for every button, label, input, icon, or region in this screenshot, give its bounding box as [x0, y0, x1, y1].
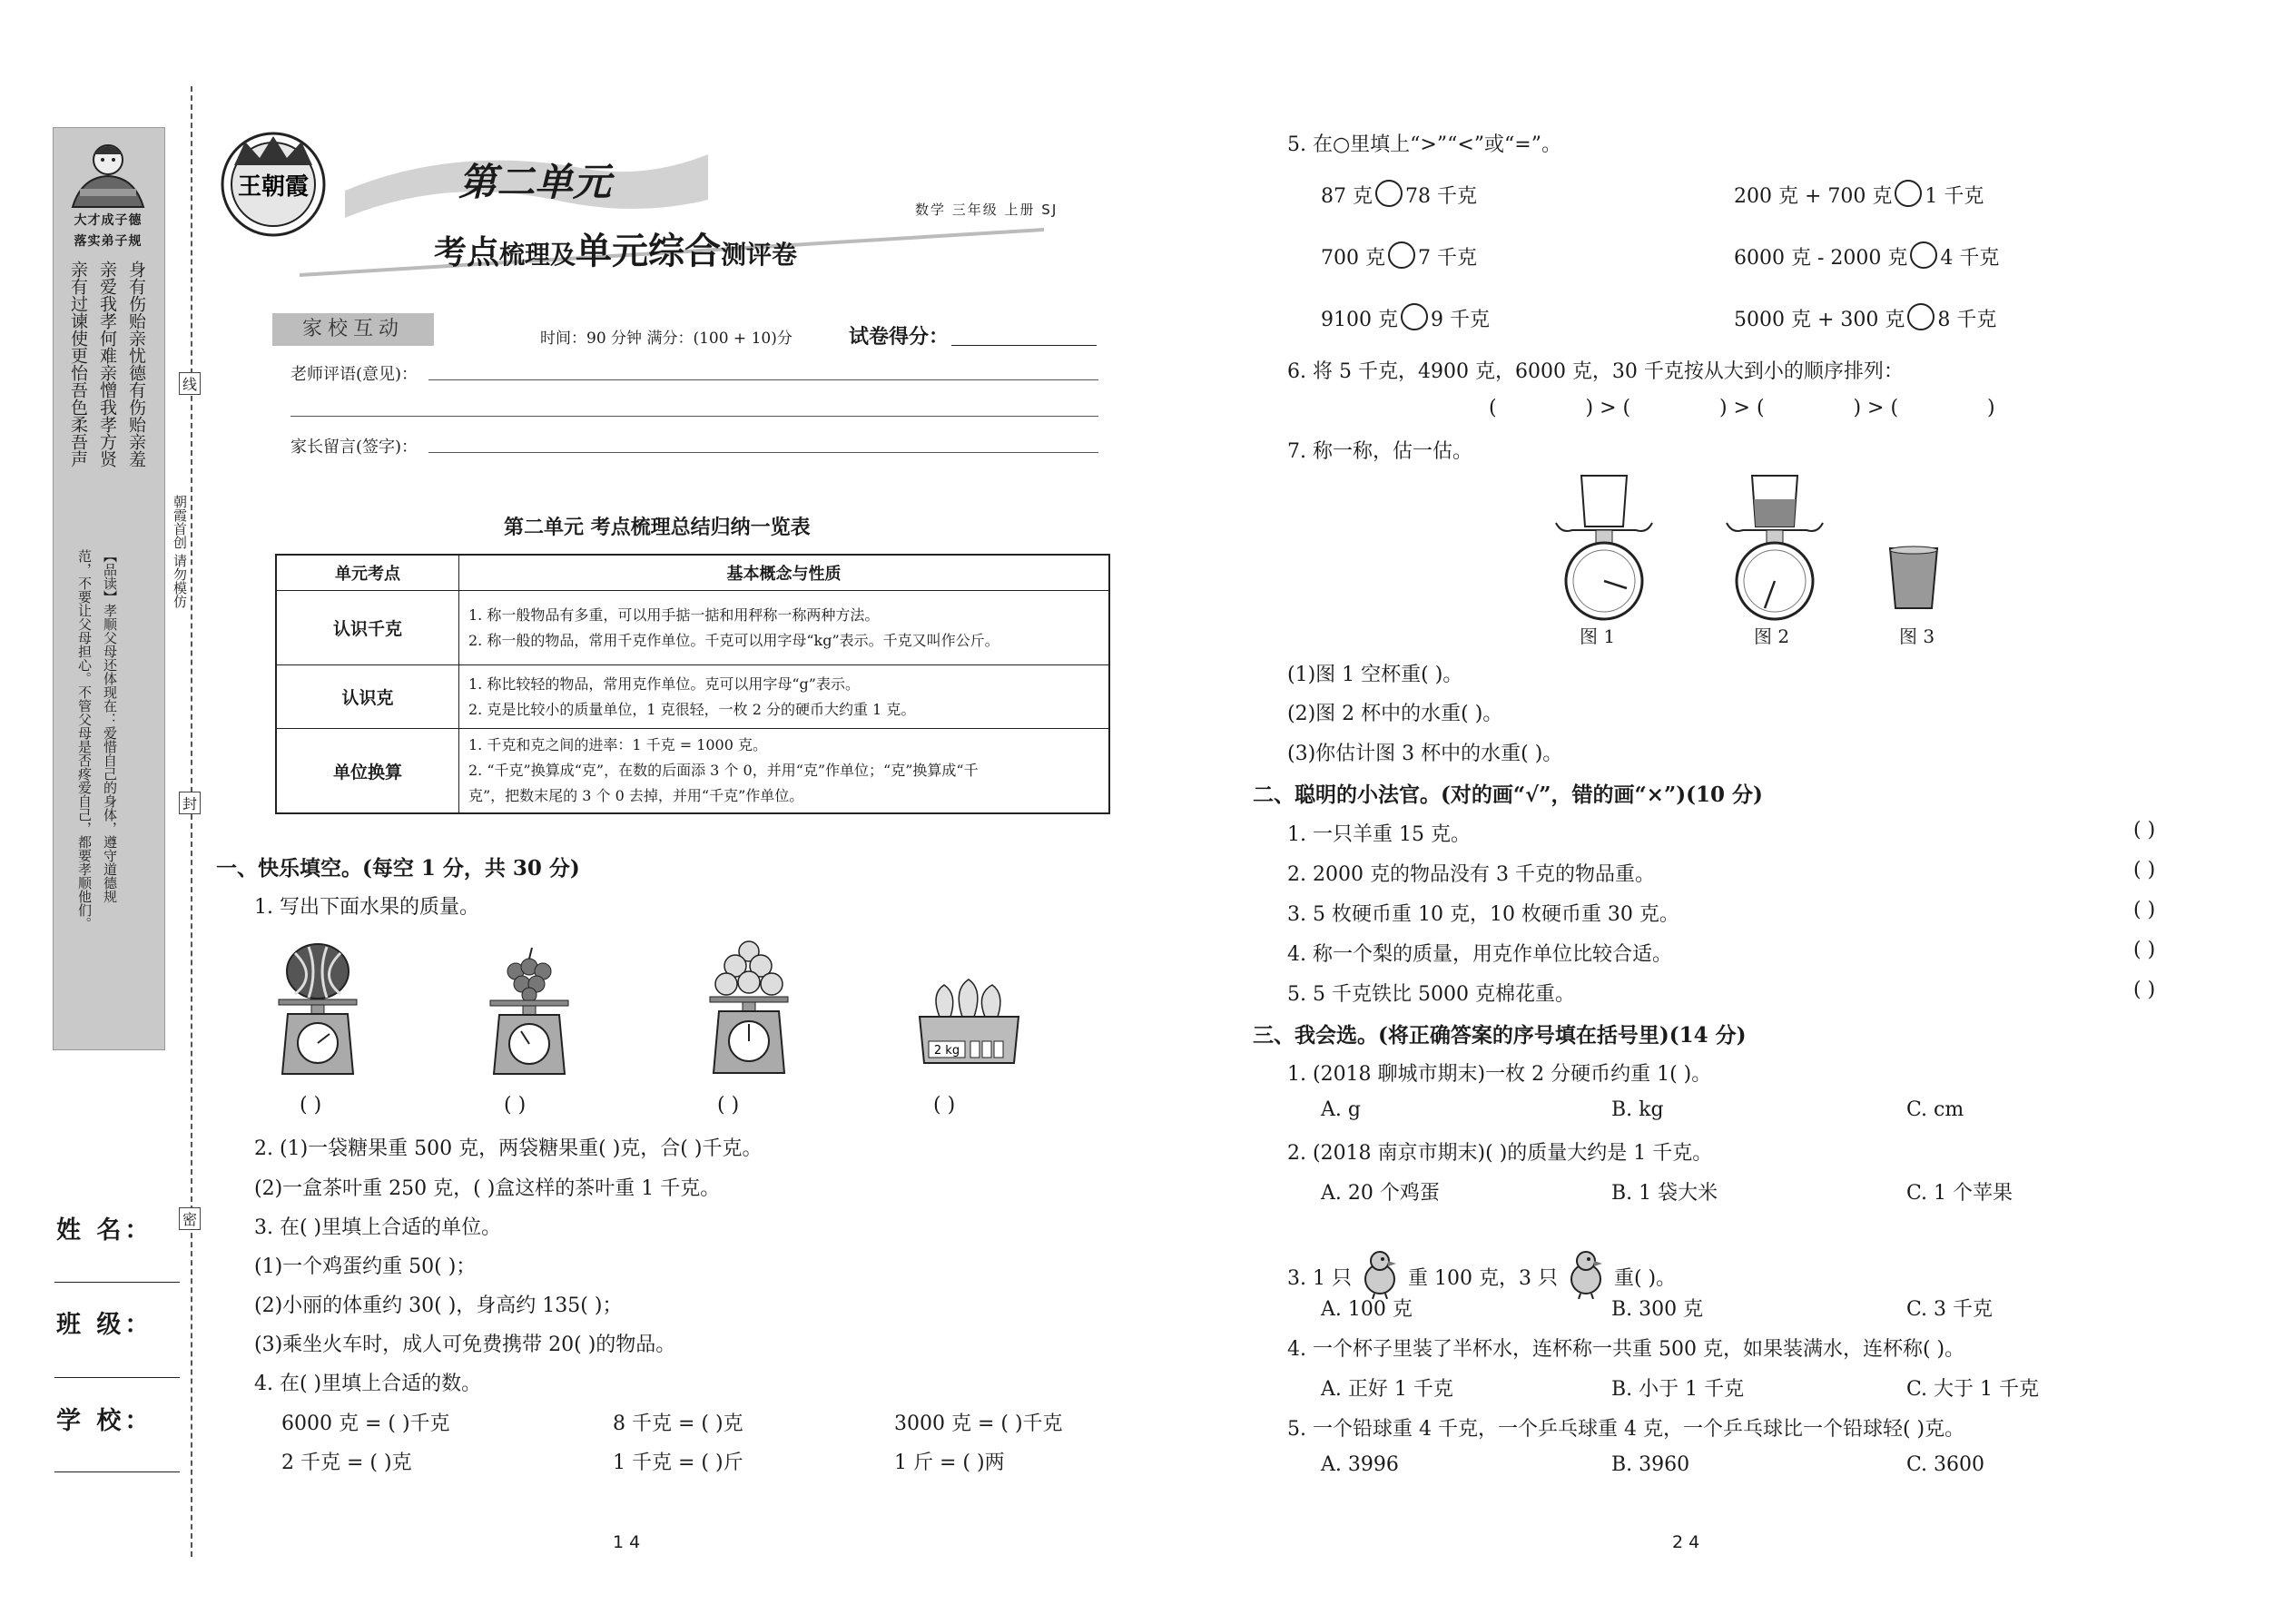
- compare-left: 6000 克 - 2000 克: [1734, 247, 1908, 270]
- question-7: 7. 称一称，估一估。: [1287, 440, 1472, 463]
- question-7b: (2)图 2 杯中的水重( )。: [1287, 703, 1503, 725]
- summary-table: [275, 554, 1110, 814]
- choice-question-part: 重( )。: [1613, 1267, 1677, 1290]
- compare-left: 5000 克 + 300 克: [1734, 309, 1905, 331]
- poem-column: 亲有过谏使更怡吾色柔吾声: [68, 261, 88, 468]
- fold-mark: 线: [179, 372, 201, 395]
- choice-option[interactable]: A. g: [1321, 1098, 1361, 1121]
- column-header: 基本概念与性质: [459, 555, 1110, 591]
- name-field[interactable]: [54, 1282, 180, 1283]
- desc-line: 克”，把数末尾的 3 个 0 去掉，并用“千克”作单位。: [468, 787, 804, 804]
- logo-text: 王朝霞: [237, 173, 310, 201]
- question-5: 5. 在○里填上“>”“<”或“=”。: [1287, 133, 1561, 156]
- choice-question: 1. (2018 聊城市期末)一枚 2 分硬币约重 1( )。: [1287, 1063, 1712, 1086]
- section-1-heading: 一、快乐填空。(每空 1 分，共 30 分): [216, 856, 580, 881]
- sub-title: [434, 222, 797, 274]
- desc-cell: [459, 665, 1110, 729]
- chick-icon: [1358, 1248, 1402, 1299]
- cup-icon: [1886, 545, 1941, 610]
- choice-option[interactable]: A. 3996: [1321, 1453, 1399, 1476]
- section-2-heading: 二、聪明的小法官。(对的画“√”，错的画“×”)(10 分): [1253, 782, 1763, 807]
- poem-column: 身有伤贻亲忧德有伤贻亲羞: [126, 261, 146, 468]
- peaches-scale-icon: [708, 935, 790, 1076]
- table-header-row: [276, 555, 1109, 591]
- fold-note: [171, 495, 189, 608]
- compare-left: 700 克: [1321, 247, 1385, 270]
- topic-cell: 认识千克: [276, 591, 459, 665]
- judge-blank[interactable]: ( ): [2133, 979, 2156, 1001]
- figure-label: 图 1: [1580, 625, 1616, 647]
- choice-question: [1287, 1248, 1676, 1299]
- fold-mark: 封: [179, 792, 201, 814]
- desc-line: 1. 称一般物品有多重，可以用手掂一掂和用秤称一称两种方法。: [468, 605, 880, 624]
- choice-option[interactable]: B. 3960: [1611, 1453, 1690, 1476]
- motto-line-2: 落实弟子规: [74, 234, 143, 249]
- table-row: [276, 665, 1109, 729]
- page-number-right: 2 4: [1672, 1532, 1700, 1552]
- fold-note-line: 朝霞首创: [172, 495, 188, 549]
- choice-option[interactable]: A. 正好 1 千克: [1321, 1378, 1453, 1401]
- compare-circle[interactable]: [1388, 241, 1415, 269]
- scale-label: 2 kg: [933, 1044, 960, 1058]
- scale-water-cup-icon: [1723, 472, 1827, 622]
- compare-item: [1321, 303, 1490, 332]
- order-answer-line[interactable]: ( ) > ( ) > ( ) > ( ): [1489, 397, 1995, 419]
- pears-scale-icon: [912, 967, 1026, 1067]
- school-field[interactable]: [54, 1471, 180, 1472]
- choice-option[interactable]: A. 20 个鸡蛋: [1321, 1182, 1440, 1205]
- compare-right: 8 千克: [1937, 309, 1997, 331]
- choice-option[interactable]: C. 3 千克: [1906, 1298, 1994, 1321]
- parent-comment-label: 家长留言(签字)：: [290, 438, 418, 457]
- motto-line-1: 大才成子德: [74, 213, 143, 228]
- judge-item: 1. 一只羊重 15 克。: [1287, 823, 1471, 846]
- conversion-item: 1 千克 = ( )斤: [613, 1452, 743, 1474]
- choice-question-part: 3. 1 只: [1287, 1267, 1352, 1290]
- sub-title-part: 梳理及: [499, 240, 576, 270]
- question-4: 4. 在( )里填上合适的数。: [254, 1373, 482, 1395]
- grapes-scale-icon: [488, 944, 570, 1076]
- compare-circle[interactable]: [1895, 180, 1922, 207]
- fold-note-line: 请勿模仿: [172, 553, 188, 608]
- judge-blank[interactable]: ( ): [2133, 819, 2156, 842]
- pindu-text: 【品读】孝顺父母还体现在：爱惜自己的身体，遵守道德规: [102, 549, 118, 903]
- choice-option[interactable]: C. 3600: [1906, 1453, 1985, 1476]
- parent-comment-field[interactable]: [428, 452, 1098, 453]
- table-row: [276, 591, 1109, 665]
- sub-title-part: 考点: [434, 233, 500, 271]
- answer-blank[interactable]: ( ): [933, 1094, 956, 1117]
- compare-circle[interactable]: [1907, 303, 1935, 330]
- desc-line: 2. 克是比较小的质量单位，1 克很轻，一枚 2 分的硬币大约重 1 克。: [468, 700, 916, 718]
- conversion-item: 2 千克 = ( )克: [281, 1452, 412, 1474]
- compare-right: 7 千克: [1418, 247, 1477, 270]
- judge-item: 5. 5 千克铁比 5000 克棉花重。: [1287, 983, 1575, 1006]
- grade-tagline: 数学 三年级 上册 SJ: [915, 202, 1058, 218]
- conversion-item: 8 千克 = ( )克: [613, 1412, 743, 1435]
- time-score-info: 时间：90 分钟 满分：(100 + 10)分: [540, 330, 793, 348]
- choice-question: 4. 一个杯子里装了半杯水，连杯称一共重 500 克，如果装满水，连杯称( )。: [1287, 1338, 1965, 1361]
- conversion-item: 3000 克 = ( )千克: [894, 1412, 1063, 1435]
- question-3c: (3)乘坐火车时，成人可免费携带 20( )的物品。: [254, 1334, 676, 1356]
- question-3: 3. 在( )里填上合适的单位。: [254, 1216, 502, 1239]
- question-3b: (2)小丽的体重约 30( )，身高约 135( )；: [254, 1294, 623, 1317]
- answer-blank[interactable]: ( ): [717, 1094, 740, 1117]
- watermelon-scale-icon: [277, 940, 359, 1076]
- sub-title-part: 单元综合: [576, 230, 722, 272]
- choice-option[interactable]: A. 100 克: [1321, 1298, 1413, 1321]
- compare-right: 4 千克: [1940, 247, 2000, 270]
- compare-circle[interactable]: [1910, 241, 1937, 269]
- choice-question: 2. (2018 南京市期末)( )的质量大约是 1 千克。: [1287, 1142, 1713, 1165]
- publisher-logo: [218, 129, 329, 240]
- page-number-left: 1 4: [613, 1532, 641, 1552]
- compare-circle[interactable]: [1375, 180, 1403, 207]
- answer-blank[interactable]: ( ): [300, 1094, 322, 1117]
- teacher-comment-field[interactable]: [290, 416, 1098, 417]
- desc-line: 1. 称比较轻的物品，常用克作单位。克可以用字母“g”表示。: [468, 674, 860, 693]
- desc-line: 2. “千克”换算成“克”，在数的后面添 3 个 0，并用“克”作单位；“克”换算成“千: [468, 762, 979, 779]
- conversion-item: 1 斤 = ( )两: [894, 1452, 1005, 1474]
- judge-item: 3. 5 枚硬币重 10 克，10 枚硬币重 30 克。: [1287, 903, 1679, 926]
- fold-line: [191, 86, 192, 1557]
- question-7a: (1)图 1 空杯重( )。: [1287, 664, 1463, 686]
- table-row: [276, 729, 1109, 814]
- poem-column: 亲爱我孝何难亲憎我孝方贤: [97, 261, 117, 468]
- compare-left: 200 克 + 700 克: [1734, 185, 1893, 208]
- column-header: 单元考点: [276, 555, 459, 591]
- summary-title: 第二单元 考点梳理总结归纳一览表: [504, 516, 811, 539]
- question-3a: (1)一个鸡蛋约重 50( )；: [254, 1255, 477, 1278]
- desc-line: 2. 称一般的物品，常用千克作单位。千克可以用字母“kg”表示。千克又叫作公斤。: [468, 631, 999, 649]
- score-label: 试卷得分：: [849, 325, 950, 349]
- compare-right: 78 千克: [1405, 185, 1477, 208]
- child-portrait-icon: [64, 136, 153, 209]
- home-school-tag: 家校互动: [272, 313, 434, 346]
- choice-option[interactable]: B. 小于 1 千克: [1611, 1378, 1745, 1401]
- choice-option[interactable]: B. kg: [1611, 1098, 1664, 1121]
- question-1: 1. 写出下面水果的质量。: [254, 896, 479, 919]
- topic-cell: 认识克: [276, 665, 459, 729]
- judge-item: 2. 2000 克的物品没有 3 千克的物品重。: [1287, 863, 1655, 886]
- choice-option[interactable]: B. 300 克: [1611, 1298, 1704, 1321]
- question-7c: (3)你估计图 3 杯中的水重( )。: [1287, 743, 1563, 765]
- sub-title-part: 测评卷: [721, 240, 798, 270]
- compare-circle[interactable]: [1401, 303, 1428, 330]
- teacher-comment-label: 老师评语(意见)：: [290, 365, 418, 384]
- desc-cell: [459, 591, 1110, 665]
- topic-cell: 单位换算: [276, 729, 459, 814]
- teacher-comment-field[interactable]: [428, 379, 1098, 380]
- pindu-text: 范，不要让父母担心。不管父母是否疼爱自己，都要孝顺他们。: [76, 549, 93, 930]
- choice-option[interactable]: C. 1 个苹果: [1906, 1182, 2013, 1205]
- conversion-item: 6000 克 = ( )千克: [281, 1412, 450, 1435]
- compare-item: [1734, 241, 1999, 271]
- judge-item: 4. 称一个梨的质量，用克作单位比较合适。: [1287, 943, 1672, 966]
- desc-line: 1. 千克和克之间的进率：1 千克 = 1000 克。: [468, 736, 768, 753]
- compare-item: [1734, 180, 1984, 209]
- choice-option[interactable]: C. 大于 1 千克: [1906, 1378, 2040, 1401]
- class-label: 班 级：: [56, 1311, 153, 1339]
- judge-blank[interactable]: ( ): [2133, 939, 2156, 961]
- question-2a: 2. (1)一袋糖果重 500 克，两袋糖果重( )克，合( )千克。: [254, 1137, 763, 1160]
- choice-option[interactable]: B. 1 袋大米: [1611, 1182, 1718, 1205]
- class-field[interactable]: [54, 1377, 180, 1378]
- name-label: 姓 名：: [56, 1216, 153, 1245]
- compare-left: 9100 克: [1321, 309, 1398, 331]
- figure-label: 图 3: [1899, 625, 1935, 647]
- chick-icon: [1564, 1248, 1608, 1299]
- choice-question-part: 重 100 克，3 只: [1407, 1267, 1558, 1290]
- unit-title: 第二单元: [458, 160, 612, 204]
- scale-empty-cup-icon: [1552, 472, 1657, 622]
- choice-question: 5. 一个铅球重 4 千克，一个乒乓球重 4 克，一个乒乓球比一个铅球轻( )克。: [1287, 1418, 1965, 1441]
- compare-item: [1321, 241, 1477, 271]
- compare-left: 87 克: [1321, 185, 1373, 208]
- figure-label: 图 2: [1754, 625, 1790, 647]
- judge-blank[interactable]: ( ): [2133, 899, 2156, 921]
- score-field[interactable]: [951, 345, 1097, 346]
- compare-item: [1321, 180, 1477, 209]
- question-6: 6. 将 5 千克，4900 克，6000 克，30 千克按从大到小的顺序排列：: [1287, 360, 1904, 383]
- question-2b: (2)一盒茶叶重 250 克，( )盒这样的茶叶重 1 千克。: [254, 1177, 721, 1200]
- section-3-heading: 三、我会选。(将正确答案的序号填在括号里)(14 分): [1253, 1023, 1747, 1048]
- answer-blank[interactable]: ( ): [504, 1094, 527, 1117]
- desc-cell: [459, 729, 1110, 814]
- choice-option[interactable]: C. cm: [1906, 1098, 1964, 1121]
- compare-item: [1734, 303, 1996, 332]
- judge-blank[interactable]: ( ): [2133, 859, 2156, 881]
- school-label: 学 校：: [56, 1407, 153, 1435]
- compare-right: 9 千克: [1430, 309, 1490, 331]
- fold-mark: 密: [179, 1207, 201, 1230]
- compare-right: 1 千克: [1925, 185, 1984, 208]
